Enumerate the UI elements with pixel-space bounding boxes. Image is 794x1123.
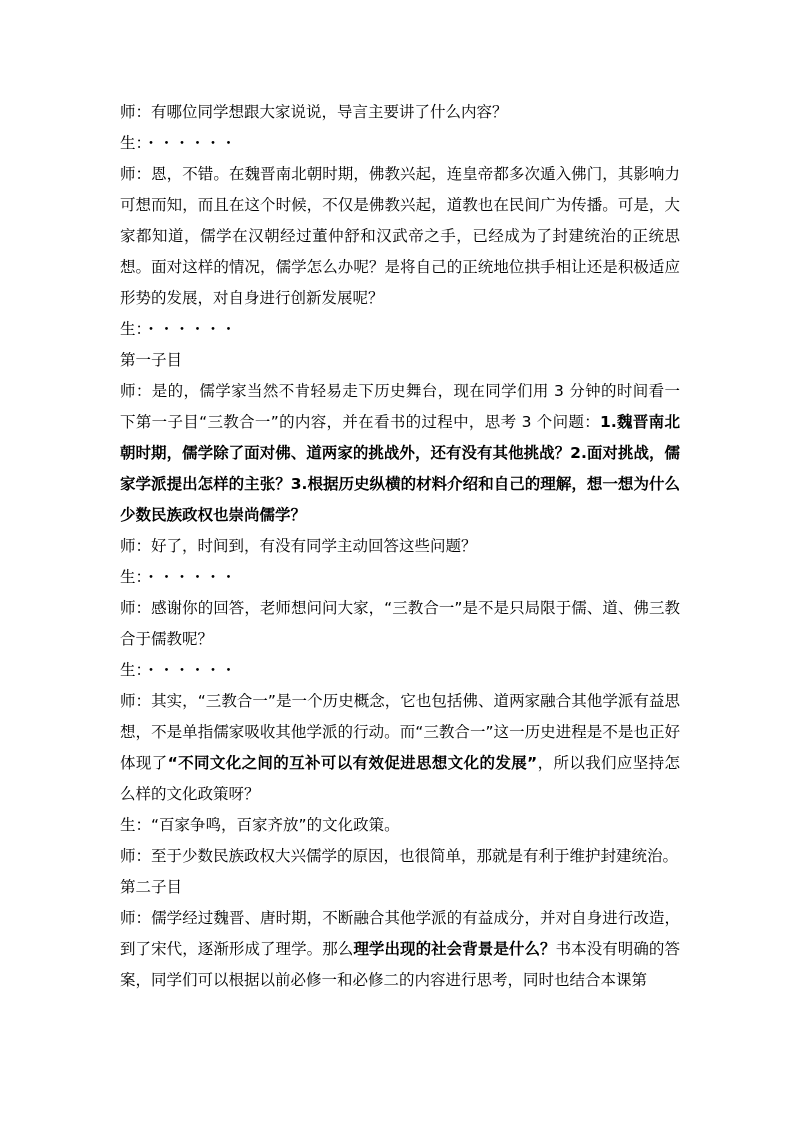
speaker-student: 生： (120, 134, 144, 152)
paragraph-11 (120, 810, 680, 841)
paragraph-text: 儒学经过魏晋、唐时期，不断融合其他学派的有益成分，并对自身进行改造，到了宋代，逐渐形成了理学。那么 (120, 909, 680, 958)
speaker-teacher: 师： (120, 103, 152, 121)
paragraph-text: 恩，不错。在魏晋南北朝时期，佛教兴起，连皇帝都多次遁入佛门，其影响力可想而知，而且在这个时候，不仅是佛教兴起，道教也在民间广为传播。可是，大家都知道，儒学在汉朝经过董仲舒和汉武帝之手，已经成为了封建统治的正统思想。面对这样的情况，儒学怎么办呢？是将自己的正统地位拱手相让还是积极适应形势的发展，对自身进行创新发展呢？ (120, 165, 680, 307)
paragraph-6 (120, 531, 680, 562)
section-heading-2: 第二子目 (120, 878, 183, 896)
student-reply-ellipsis: ・・・・・・ (143, 568, 237, 586)
speaker-teacher: 师： (120, 847, 152, 865)
paragraph-text: 有哪位同学想跟大家说说，导言主要讲了什么内容？ (151, 103, 508, 121)
speaker-teacher: 师： (120, 599, 152, 617)
paragraph-text-after: 书本没有明确的答案，同学们可以根据以前必修一和必修二的内容进行思考，同时也结合本课第 (120, 940, 680, 989)
paragraph-text-after: ，所以我们应坚持怎么样的文化政策呀？ (120, 754, 680, 803)
paragraph-1 (120, 97, 680, 128)
paragraph-2 (120, 128, 680, 159)
paragraph-text: 其实，“三教合一”是一个历史概念，它也包括佛、道两家融合其他学派有益思想，不是单指儒家吸收其他学派的行动。而“三教合一”这一历史进程是不是也正好体现了 (120, 692, 680, 772)
paragraph-4 (120, 314, 680, 345)
paragraph-5 (120, 376, 680, 531)
paragraph-text: “百家争鸣，百家齐放”的文化政策。 (151, 816, 400, 834)
speaker-student: 生： (120, 320, 144, 338)
speaker-teacher: 师： (120, 692, 152, 710)
paragraph-12 (120, 841, 680, 872)
bold-questions: 1.魏晋南北朝时期，儒学除了面对佛、道两家的挑战外，还有没有其他挑战？2.面对挑战，儒家学派提出怎样的主张？3.根据历史纵横的材料介绍和自己的理解，想一想为什么少数民族政权也崇尚儒学？ (120, 413, 680, 524)
document-page (120, 97, 680, 996)
paragraph-7 (120, 562, 680, 593)
paragraph-13 (120, 903, 680, 996)
paragraph-3 (120, 159, 680, 314)
paragraph-text: 感谢你的回答，老师想问问大家，“三教合一”是不是只局限于儒、道、佛三教合于儒教呢？ (120, 599, 680, 648)
paragraph-text: 至于少数民族政权大兴儒学的原因，也很简单，那就是有利于维护封建统治。 (151, 847, 679, 865)
student-reply-ellipsis: ・・・・・・ (143, 661, 237, 679)
speaker-student: 生： (120, 661, 144, 679)
paragraph-10 (120, 686, 680, 810)
student-reply-ellipsis: ・・・・・・ (143, 134, 237, 152)
speaker-teacher: 师： (120, 537, 152, 555)
section-heading-1: 第一子目 (120, 351, 183, 369)
paragraph-8 (120, 593, 680, 655)
paragraph-text: 是的，儒学家当然不肯轻易走下历史舞台，现在同学们用 3 分钟的时间看一下第一子目“三教合一”的内容，并在看书的过程中，思考 3 个问题： (120, 382, 680, 431)
speaker-teacher: 师： (120, 165, 152, 183)
speaker-student: 生： (120, 816, 152, 834)
bold-quote: “不同文化之间的互补可以有效促进思想文化的发展” (167, 754, 538, 772)
speaker-student: 生： (120, 568, 144, 586)
paragraph-9 (120, 655, 680, 686)
paragraph-text: 好了，时间到，有没有同学主动回答这些问题？ (151, 537, 477, 555)
bold-question: 理学出现的社会背景是什么？ (353, 940, 556, 958)
student-reply-ellipsis: ・・・・・・ (143, 320, 237, 338)
speaker-teacher: 师： (120, 909, 152, 927)
speaker-teacher: 师： (120, 382, 152, 400)
